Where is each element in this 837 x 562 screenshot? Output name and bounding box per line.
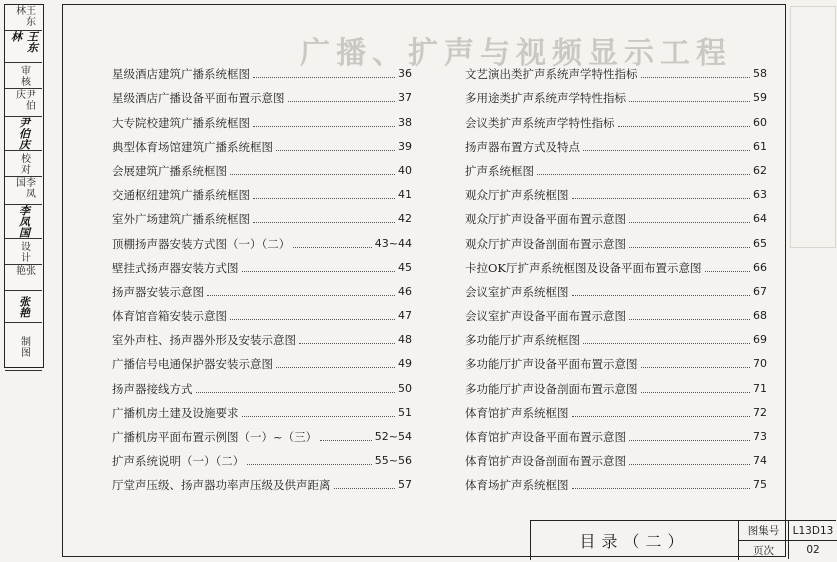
signature: 尹伯庆 — [17, 117, 31, 150]
toc-entry-title: 多功能厅扩声设备剖面布置示意图 — [465, 381, 638, 396]
toc-entry-title: 典型体育场馆建筑广播系统框图 — [112, 139, 273, 154]
toc-entry-title: 扩声系统框图 — [465, 163, 534, 178]
signature: 张艳 — [17, 295, 31, 318]
toc-entry-page: 60 — [753, 115, 767, 129]
dot-leader — [293, 246, 372, 248]
toc-entry — [112, 299, 412, 323]
toc-entry — [112, 226, 412, 250]
toc-entry-page: 51 — [398, 405, 412, 419]
toc-entry — [112, 81, 412, 105]
dot-leader — [253, 221, 395, 223]
toc-entry — [465, 347, 767, 371]
toc-entry — [465, 371, 767, 395]
toc-entry-page: 65 — [753, 236, 767, 250]
dot-leader — [299, 342, 395, 344]
toc-entry — [112, 130, 412, 154]
toc-entry — [112, 275, 412, 299]
toc-entry-title: 观众厅扩声系统框图 — [465, 188, 569, 203]
toc-left-column — [112, 57, 412, 492]
toc-entry-page: 71 — [753, 381, 767, 395]
toc-entry-page: 61 — [753, 139, 767, 153]
sheet-title: 目录（二） — [531, 521, 739, 560]
toc-entry-page: 40 — [398, 163, 412, 177]
toc-entry — [465, 420, 767, 444]
toc-entry — [465, 444, 767, 468]
toc-entry-title: 体育馆音箱安装示意图 — [112, 309, 227, 324]
toc-entry-title: 扬声器接线方式 — [112, 381, 193, 396]
toc-entry — [465, 105, 767, 129]
toc-entry-page: 50 — [398, 381, 412, 395]
toc-entry — [465, 178, 767, 202]
toc-entry-title: 广播机房土建及设施要求 — [112, 405, 239, 420]
toc-entry-title: 大专院校建筑广播系统框图 — [112, 115, 250, 130]
toc-entry-page: 55~56 — [374, 454, 412, 468]
approval-cell-label — [5, 151, 42, 177]
toc-entry — [112, 154, 412, 178]
dot-leader — [230, 173, 395, 175]
toc-entry-page: 57 — [398, 478, 412, 492]
toc-entry-page: 75 — [753, 478, 767, 492]
approval-role-label: 设计 — [18, 240, 30, 263]
toc-entry — [112, 347, 412, 371]
dot-leader — [242, 415, 396, 417]
toc-entry — [465, 396, 767, 420]
toc-entry-title: 广播信号电通保护器安装示意图 — [112, 357, 273, 372]
toc-entry-page: 59 — [753, 91, 767, 105]
toc-entry-title: 扬声器布置方式及特点 — [465, 139, 580, 154]
toc-entry — [465, 323, 767, 347]
toc-entry-title: 顶棚扬声器安装方式图（一）（二） — [112, 236, 291, 251]
toc-entry-page: 43~44 — [374, 236, 412, 250]
toc-entry-page: 48 — [398, 333, 412, 347]
dot-leader — [207, 294, 395, 296]
atlas-number-label: 图集号 — [739, 521, 789, 541]
toc-entry — [112, 323, 412, 347]
dot-leader — [705, 270, 750, 272]
dot-leader — [276, 366, 395, 368]
toc-entry-title: 体育馆扩声设备剖面布置示意图 — [465, 454, 626, 469]
dot-leader — [320, 439, 372, 441]
title-block — [530, 520, 836, 560]
toc-entry-page: 63 — [753, 188, 767, 202]
toc-right-column — [465, 57, 767, 492]
toc-entry-title: 多用途类扩声系统声学特性指标 — [465, 91, 626, 106]
dot-leader — [629, 439, 750, 441]
toc-entry-title: 星级酒店广播设备平面布置示意图 — [112, 91, 285, 106]
toc-entry-title: 交通枢纽建筑广播系统框图 — [112, 188, 250, 203]
dot-leader — [572, 294, 751, 296]
toc-entry-page: 64 — [753, 212, 767, 226]
toc-entry — [112, 420, 412, 444]
approval-cell-label — [5, 63, 42, 89]
dot-leader — [230, 318, 395, 320]
toc-entry — [112, 57, 412, 81]
dot-leader — [629, 246, 750, 248]
toc-entry-title: 室外声柱、扬声器外形及安装示意图 — [112, 333, 296, 348]
signature: 王东林 — [9, 31, 39, 53]
toc-entry-title: 文艺演出类扩声系统声学特性指标 — [465, 67, 638, 82]
toc-entry — [112, 105, 412, 129]
approval-cell-sig — [5, 291, 42, 323]
toc-entry-page: 68 — [753, 309, 767, 323]
toc-entry-title: 厅堂声压级、扬声器功率声压级及供声距离 — [112, 478, 331, 493]
dot-leader — [334, 487, 396, 489]
approval-cell-name — [5, 177, 42, 205]
toc-entry-title: 扬声器安装示意图 — [112, 284, 204, 299]
toc-entry-page: 46 — [398, 284, 412, 298]
approval-person-name: 王东林 — [13, 5, 35, 27]
dot-leader — [641, 391, 751, 393]
toc-entry — [112, 202, 412, 226]
approval-cell-sig — [5, 205, 42, 239]
page-number: 02 — [806, 544, 820, 556]
page-number-label: 页次 — [739, 541, 789, 559]
toc-entry-title: 会议室扩声设备平面布置示意图 — [465, 309, 626, 324]
approval-cell-name — [5, 89, 42, 117]
dot-leader — [618, 125, 751, 127]
approval-cell-sig — [5, 117, 42, 151]
dot-leader — [572, 197, 751, 199]
approval-person-name: 李凤国 — [13, 177, 35, 199]
dot-leader — [583, 342, 750, 344]
toc-entry — [465, 202, 767, 226]
toc-entry-title: 会议类扩声系统声学特性指标 — [465, 115, 615, 130]
approval-strip — [4, 4, 44, 368]
toc-entry-page: 47 — [398, 309, 412, 323]
toc-entry-page: 70 — [753, 357, 767, 371]
toc-entry-page: 69 — [753, 333, 767, 347]
toc-entry-title: 会展建筑广播系统框图 — [112, 163, 227, 178]
toc-entry-page: 73 — [753, 430, 767, 443]
toc-entry-title: 观众厅扩声设备平面布置示意图 — [465, 212, 626, 227]
toc-entry-page: 41 — [398, 188, 412, 202]
toc-entry-page: 42 — [398, 212, 412, 226]
toc-entry-title: 星级酒店建筑广播系统框图 — [112, 67, 250, 82]
toc-entry — [112, 178, 412, 202]
dot-leader — [629, 318, 750, 320]
toc-entry-title: 会议室扩声系统框图 — [465, 284, 569, 299]
dot-leader — [253, 76, 395, 78]
approval-cell-sig — [5, 31, 42, 63]
dot-leader — [242, 270, 396, 272]
toc-entry-page: 72 — [753, 405, 767, 419]
dot-leader — [253, 197, 395, 199]
toc-entry — [465, 130, 767, 154]
toc-entry-title: 室外广场建筑广播系统框图 — [112, 212, 250, 227]
approval-role-label: 审核 — [18, 64, 30, 87]
toc-entry-title: 多功能厅扩声系统框图 — [465, 333, 580, 348]
toc-entry — [112, 396, 412, 420]
toc-entry-title: 壁挂式扬声器安装方式图 — [112, 260, 239, 275]
toc-entry-page: 45 — [398, 260, 412, 274]
toc-entry — [112, 251, 412, 275]
dot-leader — [288, 100, 396, 102]
approval-role-label: 校对 — [18, 152, 30, 175]
dot-leader — [629, 221, 750, 223]
approval-role-label: 制图 — [18, 335, 30, 358]
right-margin-strip — [790, 6, 836, 248]
approval-cell-label — [5, 239, 42, 265]
dot-leader — [572, 415, 751, 417]
toc-entry — [112, 468, 412, 492]
toc-entry-title: 多功能厅扩声设备平面布置示意图 — [465, 357, 638, 372]
toc-entry-page: 62 — [753, 163, 767, 177]
toc-entry-title: 观众厅扩声设备剖面布置示意图 — [465, 236, 626, 251]
toc-entry-page: 58 — [753, 67, 767, 81]
toc-entry — [465, 468, 767, 492]
toc-entry — [465, 251, 767, 275]
dot-leader — [629, 100, 750, 102]
dot-leader — [572, 487, 751, 489]
toc-entry-page: 74 — [753, 454, 767, 468]
approval-person-name: 尹伯庆 — [13, 89, 35, 111]
toc-entry-title: 广播机房平面布置示例图（一）~（三） — [112, 430, 318, 444]
toc-entry-title: 体育馆扩声设备平面布置示意图 — [465, 430, 626, 444]
toc-entry-page: 36 — [398, 67, 412, 81]
toc-entry — [465, 299, 767, 323]
dot-leader — [641, 76, 751, 78]
toc-entry-title: 卡拉OK厅扩声系统框图及设备平面布置示意图 — [465, 260, 702, 275]
signature: 李凤国 — [17, 205, 31, 238]
dot-leader — [629, 463, 750, 465]
approval-person-name: 张 艳 — [13, 265, 35, 276]
toc-entry — [465, 226, 767, 250]
toc-entry-title: 扩声系统说明（一）（二） — [112, 454, 245, 469]
toc-entry-title: 体育馆扩声系统框图 — [465, 405, 569, 420]
toc-entry-title: 体育场扩声系统框图 — [465, 478, 569, 493]
approval-cell-label — [5, 323, 42, 371]
atlas-number: L13D13 — [789, 521, 837, 541]
dot-leader — [247, 463, 372, 465]
approval-cell-name — [5, 5, 42, 31]
toc-entry-page: 37 — [398, 91, 412, 105]
dot-leader — [583, 149, 750, 151]
toc-entry — [112, 444, 412, 468]
toc-entry-page: 49 — [398, 357, 412, 371]
toc-entry-page: 66 — [753, 260, 767, 274]
dot-leader — [196, 391, 396, 393]
toc-entry-page: 67 — [753, 284, 767, 298]
bleed-through-heading: 广播、扩声与视频显示工程 — [300, 36, 732, 71]
toc-entry — [465, 81, 767, 105]
dot-leader — [641, 366, 751, 368]
toc-entry — [465, 275, 767, 299]
approval-cell-name — [5, 265, 42, 291]
toc-entry — [465, 57, 767, 81]
dot-leader — [537, 173, 750, 175]
toc-entry — [112, 371, 412, 395]
toc-entry-page: 38 — [398, 115, 412, 129]
dot-leader — [253, 125, 395, 127]
toc-entry-page: 52~54 — [374, 430, 412, 443]
toc-entry-page: 39 — [398, 139, 412, 153]
dot-leader — [276, 149, 395, 151]
toc-entry — [465, 154, 767, 178]
